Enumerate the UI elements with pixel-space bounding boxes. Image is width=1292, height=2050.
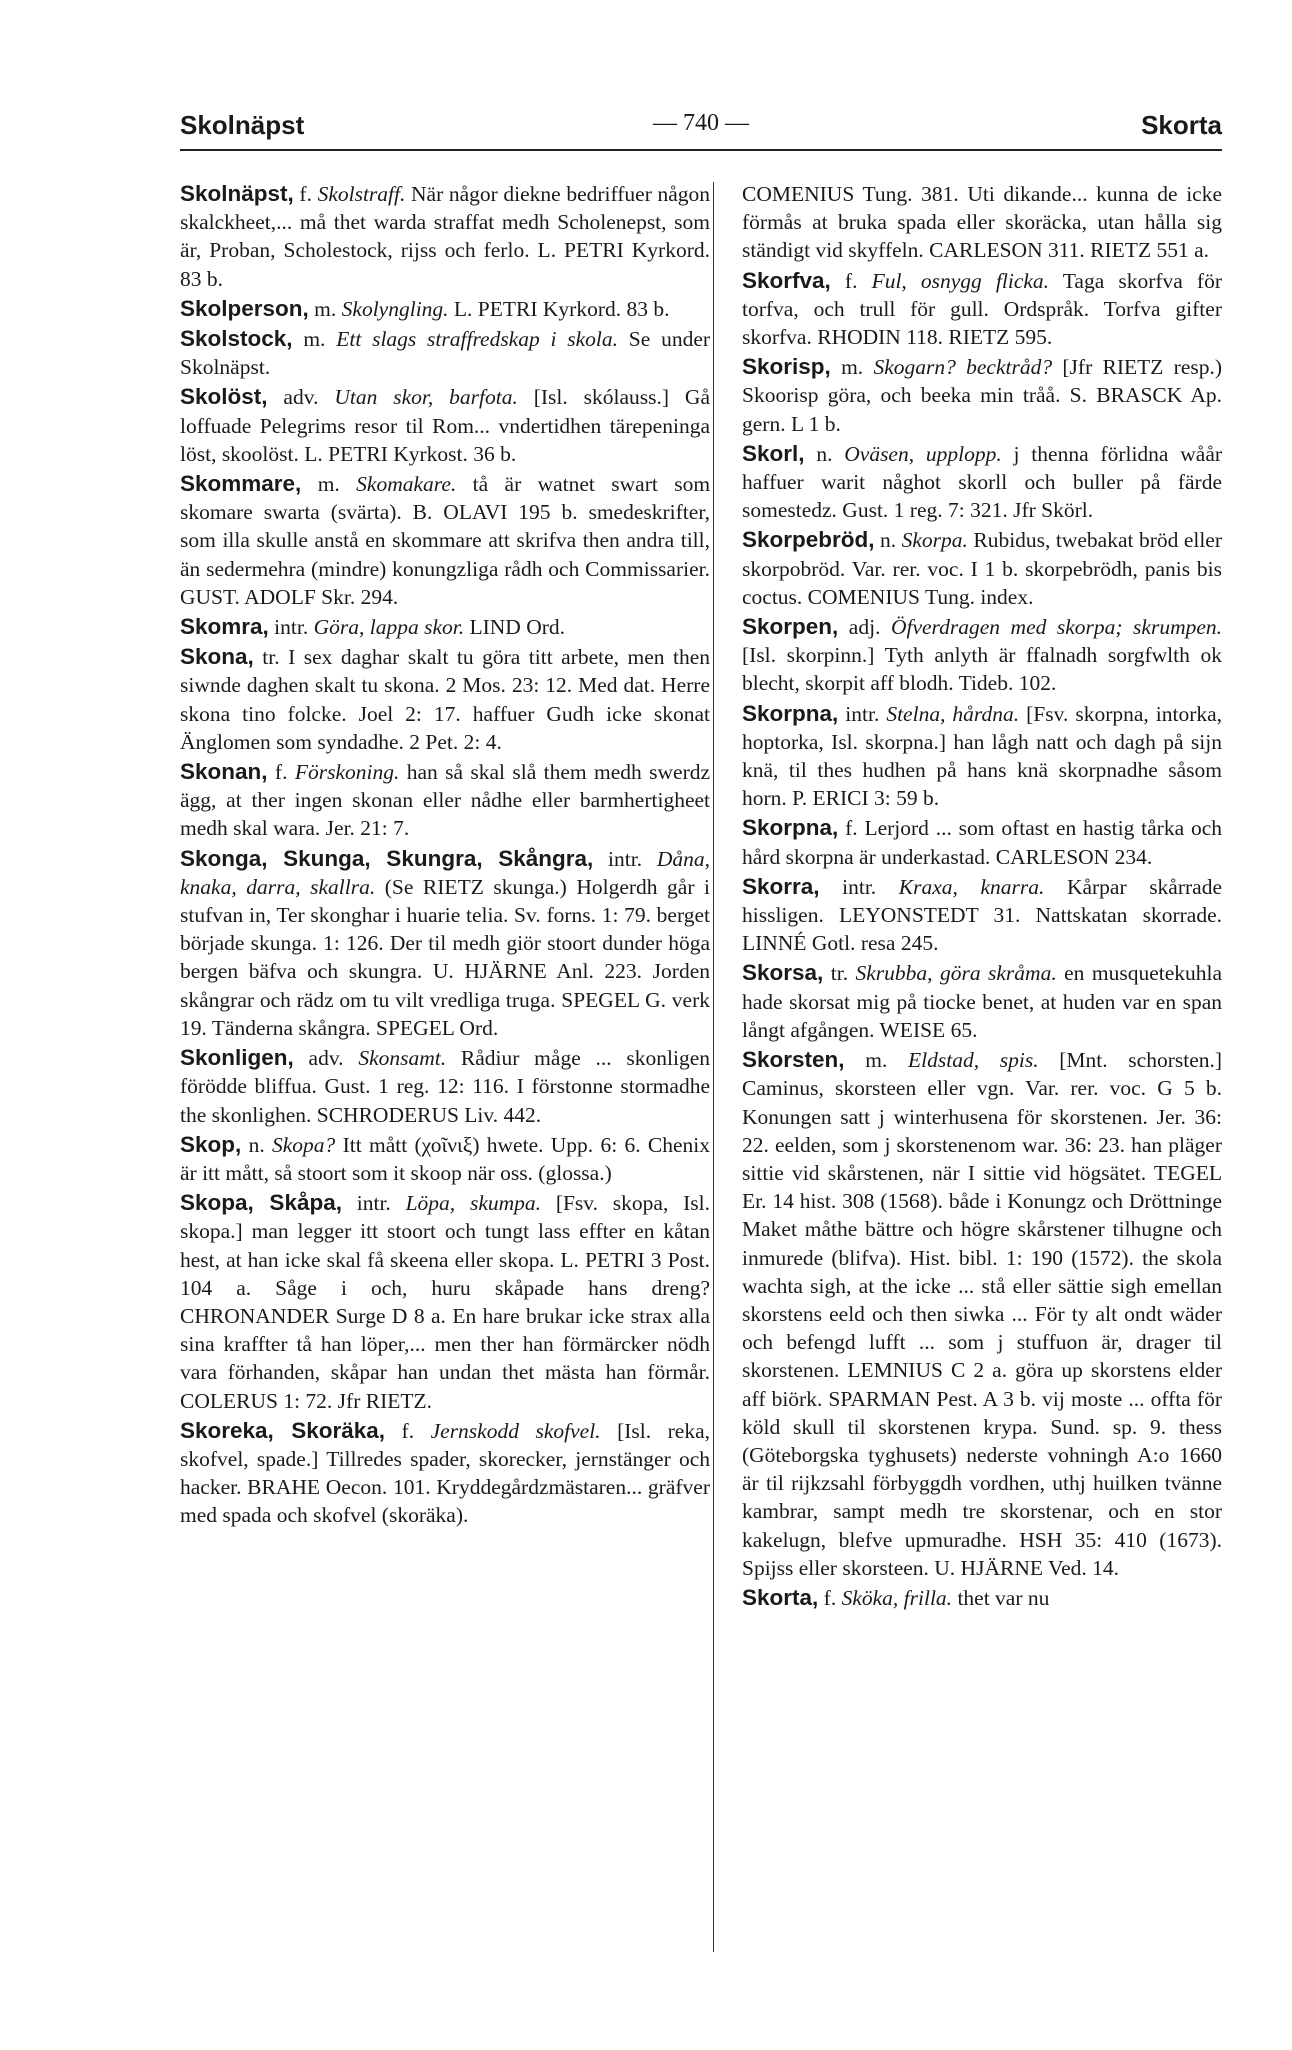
headword: Skorfva, <box>742 267 831 293</box>
headword: Skolöst, <box>180 384 268 410</box>
grammar-label: f. <box>299 182 312 206</box>
definition: Dåna, knaka, darra, skallra. <box>180 846 711 899</box>
headword: Skorisp, <box>742 354 831 380</box>
entry-text: LIND Ord. <box>469 615 566 640</box>
entry-text: [Jfr RIETZ resp.) Skoorisp göra, och beeka min tråå. S. BRASCK Ap. gern. L 1 b. <box>742 355 1223 436</box>
grammar-label: adv. <box>308 1046 344 1071</box>
headword: Skona, <box>180 644 254 670</box>
headword: Skonan, <box>180 759 268 785</box>
entry-text: [Fsv. skopa, Isl. skopa.] man legger itt stoort och tungt lass effter en kåtan hest, at han icke skal få skeena eller skopa. L. PETRI 3 Post. 104 a. Såge i och, huru skåpade hans dreng? CHRONANDER Surge D 8 a. En hare brukar icke strax alla sina kraffter tå han löper,... men ther han förmärcker nödh vara förhanden, skåpar han undan thet mästa han förmår. COLERUS 1: 72. Jfr RIETZ. <box>180 1191 710 1413</box>
column-divider <box>713 182 714 1952</box>
headword: Skopa, Skåpa, <box>180 1190 342 1216</box>
definition: Oväsen, upplopp. <box>844 441 1002 466</box>
grammar-label: intr. <box>274 615 309 640</box>
dictionary-entry <box>180 613 710 641</box>
dictionary-entry <box>180 295 710 323</box>
definition: Skogarn? becktråd? <box>873 355 1053 380</box>
grammar-label: n. <box>816 441 833 466</box>
headword: Skorta, <box>742 1584 819 1610</box>
entry-text: Taga skorfva för torfva, och trull för gull. Ordspråk. Torfva gifter skorfva. RHODIN 118. RIETZ 595. <box>742 268 1222 350</box>
dictionary-entry <box>742 1584 1222 1612</box>
entry-text: COMENIUS Tung. 381. Uti dikande... kunna de icke förmås at bruka spada eller skoräcka, utan hålla sig ständigt vid skyffeln. CARLESON 311. RIETZ 551 a. <box>742 182 1222 263</box>
grammar-label: tr. <box>262 645 280 670</box>
definition: Stelna, hårdna. <box>886 701 1020 726</box>
headword: Skorsten, <box>742 1047 845 1073</box>
dictionary-entry <box>180 325 710 381</box>
headword: Skoreka, Skoräka, <box>180 1417 386 1443</box>
entry-text: en musquetekuhla hade skorsat mig på tiocke benet, at huden var en span långt afgången. WEISE 65. <box>742 961 1223 1042</box>
grammar-label: m. <box>865 1048 888 1073</box>
grammar-label: n. <box>248 1132 265 1157</box>
dictionary-entry <box>180 1131 710 1187</box>
grammar-label: intr. <box>608 846 643 871</box>
right-column <box>742 180 1222 1612</box>
entry-text: han så skal slå them medh swerdz ägg, at ther ingen skonan eller nådhe eller barmhertigheet medh skal wara. Jer. 21: 7. <box>180 760 711 841</box>
headword: Skorpebröd, <box>742 527 875 553</box>
dictionary-entry <box>742 353 1222 438</box>
dictionary-entry <box>742 440 1222 525</box>
definition: Ful, osnygg flicka. <box>871 268 1050 293</box>
grammar-label: m. <box>841 355 864 380</box>
headword: Skolperson, <box>180 295 309 321</box>
definition: Skrubba, göra skråma. <box>855 961 1057 986</box>
grammar-label: f. <box>401 1418 415 1443</box>
grammar-label: f. <box>845 816 858 841</box>
entry-text: [Isl. skorpinn.] Tyth anlyth är ffalnadh sorgfwlth ok blecht, skorpit aff blodh. Tideb. 102. <box>742 643 1222 696</box>
entry-text: I sex daghar skalt tu göra titt arbete, men then siwnde daghen skalt tu skona. 2 Mos. 23: 12. Med dat. Herre skona tino folcke. Joel 2: 17. haffuer Gudh icke skonat Änglomen som syndadhe. 2 Pet. 2: 4. <box>180 645 711 754</box>
headword: Skonligen, <box>180 1045 294 1071</box>
definition: Utan skor, barfota. <box>334 385 518 410</box>
dictionary-entry <box>180 1189 710 1415</box>
definition: Sköka, frilla. <box>841 1585 953 1610</box>
entry-text: Itt mått (χοῖνιξ) hwete. Upp. 6: 6. Chenix är itt mått, så stoort som it skoop när oss. (glossa.) <box>180 1132 711 1185</box>
dictionary-entry <box>742 1046 1222 1582</box>
definition: Öfverdragen med skorpa; skrumpen. <box>890 615 1223 640</box>
entry-text: L. PETRI Kyrkord. 83 b. <box>453 296 670 321</box>
definition: Skorpa. <box>901 528 968 553</box>
definition: Skolyngling. <box>341 296 449 321</box>
dictionary-entry <box>742 180 1222 265</box>
headword: Skorsa, <box>742 960 824 986</box>
dictionary-entry <box>180 1417 710 1530</box>
headword: Skorpna, <box>742 815 839 841</box>
header-rule <box>180 149 1222 151</box>
definition: Kraxa, knarra. <box>898 874 1045 899</box>
grammar-label: adj. <box>848 615 881 640</box>
definition: Skolstraff. <box>317 182 406 206</box>
headword: Skorra, <box>742 873 820 899</box>
dictionary-entry <box>180 180 710 293</box>
entry-text: Lerjord ... som oftast en hastig tårka och hård skorpna är underkastad. CARLESON 234. <box>742 816 1222 869</box>
definition: Förskoning. <box>294 760 400 785</box>
definition: Skonsamt. <box>358 1046 447 1071</box>
entry-text: [Mnt. schorsten.] Caminus, skorsteen eller vgn. Var. rer. voc. G 5 b. Konungen satt j winterhusena för skorstenen. Jer. 36: 22. eelden, som j skorstenenom war. 36: 23. han pläger sittie vid skårstenen, när I sittie vid högsätet. TEGEL Er. 14 hist. 308 (1568). både i Konungz och Dröttninge Maket måthe bättre och högre skårstener tilhugne och inmurede (blifva). Hist. bibl. 1: 190 (1572). the skola wachta sigh, at the icke ... stå eller sättie sigh emellan skorstens eeld och then siwka ... För ty alt ondt wäder och befengd lufft ... som j stuffuon är, drager til skorstenen. LEMNIUS C 2 a. göra up skorstens elder aff biörk. SPARMAN Pest. A 3 b. vij moste ... offta för köld skull til skorstenen krypa. Sund. sp. 9. thess (Göteborgska tyghusets) nederste vohningh A:o 1660 är til rijkzsahl förbyggdh vordhen, uthj huilken tvänne kambrar, sampt medh tre skorstenar, och en stor kakelugn, blefve upmuradhe. HSH 35: 410 (1673). Spijss eller skorsteen. U. HJÄRNE Ved. 14. <box>742 1048 1223 1580</box>
header-left-guideword: Skolnäpst <box>180 110 305 140</box>
dictionary-entry <box>742 873 1222 958</box>
grammar-label: intr. <box>356 1191 391 1216</box>
grammar-label: adv. <box>283 385 319 410</box>
dictionary-entry <box>180 845 710 1042</box>
headword: Skorpna, <box>742 700 839 726</box>
definition: Skopa? <box>271 1132 336 1157</box>
headword: Skorpen, <box>742 614 839 640</box>
dictionary-entry <box>180 470 710 611</box>
page-header <box>180 110 1222 150</box>
dictionary-entry <box>742 267 1222 352</box>
definition: Skomakare. <box>356 472 457 497</box>
grammar-label: intr. <box>842 874 877 899</box>
dictionary-entry <box>742 613 1222 698</box>
grammar-label: f. <box>274 760 288 785</box>
definition: Löpa, skumpa. <box>405 1191 542 1216</box>
entry-text: [Fsv. skorpna, intorka, hoptorka, Isl. skorpna.] han lågh natt och dagh på sijn knä, til thes hudhen på hans knä skorpnadhe såsom horn. P. ERICI 3: 59 b. <box>742 701 1223 811</box>
entry-text: Se under Skolnäpst. <box>180 327 711 380</box>
entry-text: [Isl. skólauss.] Gå loffuade Pelegrims resor til Rom... vndertidhen tärepeninga löst, skoolöst. L. PETRI Kyrkost. 36 b. <box>180 385 710 466</box>
headword: Skomra, <box>180 614 269 640</box>
grammar-label: m. <box>314 296 337 321</box>
headword: Skonga, Skunga, Skungra, Skångra, <box>180 845 594 871</box>
left-column <box>180 180 710 1530</box>
grammar-label: m. <box>317 472 340 497</box>
entry-text: Rubidus, twebakat bröd eller skorpobröd. Var. rer. voc. I 1 b. skorpebrödh, panis bis coctus. COMENIUS Tung. index. <box>742 528 1223 609</box>
definition: Ett slags straffredskap i skola. <box>336 327 619 352</box>
dictionary-entry <box>742 526 1222 611</box>
entry-text: När någor diekne bedriffuer någon skalckheet,... må thet warda straffat medh Scholenepst, som är, Proban, Scholestock, rijss och ferlo. L. PETRI Kyrkord. 83 b. <box>180 182 711 291</box>
page-number: — 740 — <box>653 110 749 136</box>
entry-text: thet var nu <box>957 1585 1050 1610</box>
grammar-label: n. <box>880 528 897 553</box>
dictionary-entry <box>742 814 1222 870</box>
dictionary-entry <box>742 700 1222 813</box>
entry-text: j thenna förlidna wåår haffuer warit någhot skorll och buller på färde somestedz. Gust. 1 reg. 7: 321. Jfr Skörl. <box>742 441 1223 523</box>
header-right-guideword: Skorta <box>1141 110 1222 140</box>
entry-text: Rådiur måge ... skonligen förödde bliffua. Gust. 1 reg. 12: 116. I förstonne stormadhe the skonlighen. SCHRODERUS Liv. 442. <box>180 1046 710 1127</box>
entry-text: Kårpar skårrade hissligen. LEYONSTEDT 31. Nattskatan skorrade. LINNÉ Gotl. resa 245. <box>742 874 1223 956</box>
dictionary-entry <box>742 959 1222 1044</box>
grammar-label: f. <box>844 268 858 293</box>
dictionary-entry <box>180 758 710 843</box>
definition: Jernskodd skofvel. <box>430 1418 601 1443</box>
headword: Skorl, <box>742 440 805 466</box>
dictionary-entry <box>180 383 710 468</box>
grammar-label: f. <box>823 1585 837 1610</box>
grammar-label: tr. <box>830 961 849 986</box>
entry-text: [Isl. reka, skofvel, spade.] Tillredes spader, skorecker, jernstänger och hacker. BRAHE Oecon. 101. Kryddegårdzmästaren... gräfver med spada och skofvel (skoräka). <box>180 1418 710 1528</box>
dictionary-entry <box>180 643 710 756</box>
definition: Göra, lappa skor. <box>313 615 465 640</box>
headword: Skommare, <box>180 471 302 497</box>
entry-text: tå är watnet swart som skomare swarta (svärta). B. OLAVI 195 b. smedeskrifter, som illa skulle anstå en skommare att skrifva then andra till, än sedermehra (mindre) konungzliga rådh och Commissarier. GUST. ADOLF Skr. 294. <box>180 472 711 609</box>
headword: Skop, <box>180 1131 242 1157</box>
headword: Skolnäpst, <box>180 181 294 206</box>
definition: Eldstad, spis. <box>908 1048 1039 1073</box>
dictionary-entry <box>180 1044 710 1129</box>
grammar-label: intr. <box>845 701 880 726</box>
headword: Skolstock, <box>180 326 293 352</box>
grammar-label: m. <box>303 327 326 352</box>
entry-text: (Se RIETZ skunga.) Holgerdh går i stufvan in, Ter skonghar i huarie telia. Sv. forns. 1: 79. berget började skunga. 1: 126. Der til medh giör stoort dunder höga bergen bäfva och skungra. U. HJÄRNE Anl. 223. Jorden skångrar och rädz om tu vilt vredliga truga. SPEGEL G. verk 19. Tänderna skångra. SPEGEL Ord. <box>180 874 710 1040</box>
